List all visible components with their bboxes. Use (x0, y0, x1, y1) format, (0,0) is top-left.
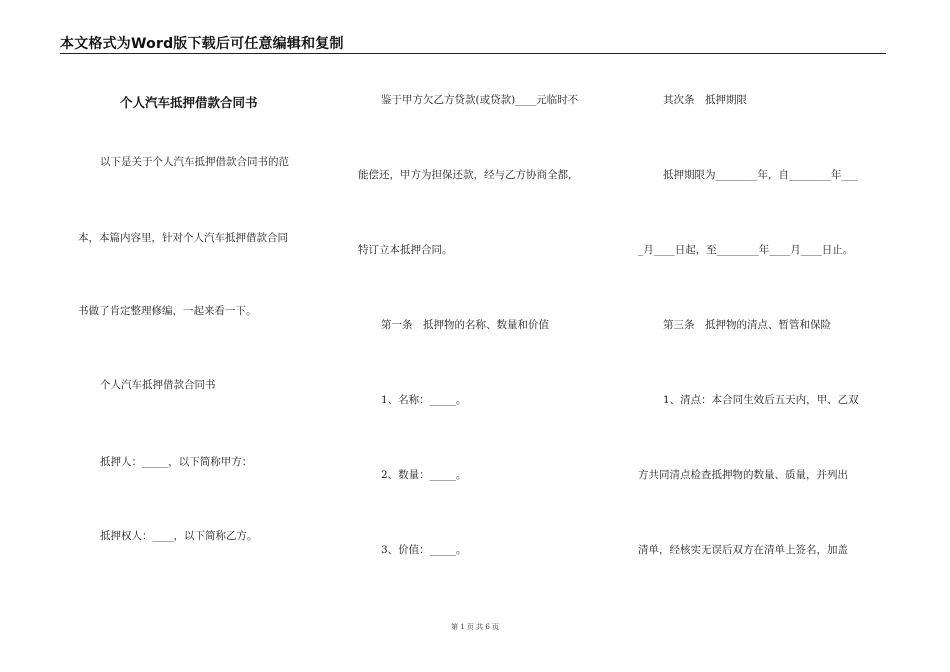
paragraph-line: 第三条 抵押物的清点、暂管和保险 (663, 319, 831, 331)
paragraph-line: 2、数量：_____。 (381, 469, 467, 481)
paragraph-line: 能偿还，甲方为担保还款，经与乙方协商全都， (358, 169, 579, 181)
paragraph-line: 第一条 抵押物的名称、数量和价值 (381, 319, 549, 331)
document-title: 个人汽车抵押借款合同书 (120, 95, 258, 110)
paragraph-line: 以下是关于个人汽车抵押借款合同书的范 (100, 156, 289, 168)
page-footer: 第 1 页 共 6 页 (450, 623, 500, 631)
paragraph-line: 书做了肯定整理修编，一起来看一下。 (78, 305, 257, 317)
paragraph-line: 1、清点：本合同生效后五天内，甲、乙双 (663, 394, 859, 406)
header-rule (60, 53, 886, 54)
paragraph-line: _月____日起，至________年____月____日止。 (638, 244, 854, 256)
paragraph-line: 1、名称：_____。 (381, 394, 467, 406)
paragraph-line: 3、价值：_____。 (381, 544, 467, 556)
paragraph-line: 特订立本抵押合同。 (358, 244, 453, 256)
paragraph-line: 抵押期限为________年，自________年___ (663, 169, 858, 181)
paragraph-line: 鉴于甲方欠乙方贷款(或贷款)____元临时不 (381, 94, 579, 106)
paragraph-line: 其次条 抵押期限 (663, 94, 747, 106)
paragraph-line: 清单，经核实无误后双方在清单上签名，加盖 (638, 544, 848, 556)
paragraph-line: 抵押权人：____，以下简称乙方。 (100, 530, 258, 542)
header-title: 本文格式为Word版下载后可任意编辑和复制 (60, 36, 344, 52)
paragraph-line: 方共同清点检查抵押物的数量、质量，并列出 (638, 469, 848, 481)
paragraph-line: 个人汽车抵押借款合同书 (100, 379, 216, 391)
paragraph-line: 抵押人：_____，以下简称甲方： (100, 456, 253, 468)
paragraph-line: 本，本篇内容里，针对个人汽车抵押借款合同 (78, 232, 288, 244)
